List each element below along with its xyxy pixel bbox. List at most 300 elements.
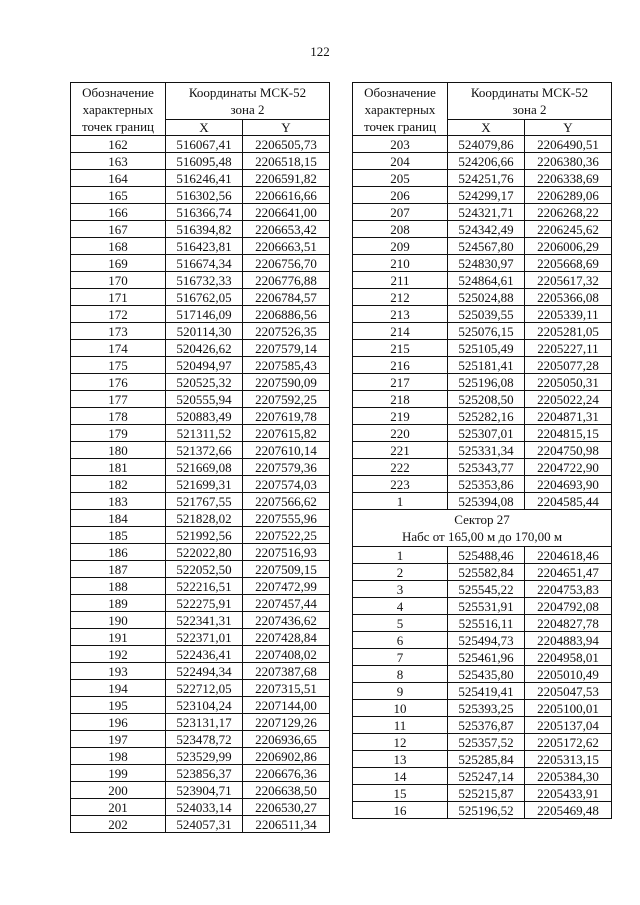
x-cell: 523104,24 xyxy=(166,697,243,714)
table-row xyxy=(353,768,612,785)
table-row xyxy=(71,731,330,748)
x-cell: 522052,50 xyxy=(166,561,243,578)
table-row xyxy=(353,476,612,493)
table-row xyxy=(71,816,330,833)
y-cell: 2206902,86 xyxy=(243,748,330,765)
y-cell: 2204792,08 xyxy=(525,598,612,615)
point-id-cell: 164 xyxy=(71,170,166,187)
y-header: Y xyxy=(525,120,612,136)
point-id-cell: 198 xyxy=(71,748,166,765)
table-row xyxy=(71,748,330,765)
point-id-cell: 16 xyxy=(353,802,448,819)
y-cell: 2206289,06 xyxy=(525,187,612,204)
x-cell: 525488,46 xyxy=(448,547,525,564)
point-id-cell: 181 xyxy=(71,459,166,476)
x-cell: 525393,25 xyxy=(448,700,525,717)
x-cell: 525039,55 xyxy=(448,306,525,323)
table-row xyxy=(353,255,612,272)
x-cell: 525582,84 xyxy=(448,564,525,581)
x-cell: 521828,02 xyxy=(166,510,243,527)
x-cell: 525353,86 xyxy=(448,476,525,493)
x-cell: 525461,96 xyxy=(448,649,525,666)
point-id-cell: 199 xyxy=(71,765,166,782)
table-row xyxy=(71,561,330,578)
x-cell: 521669,08 xyxy=(166,459,243,476)
y-cell: 2206591,82 xyxy=(243,170,330,187)
table-row xyxy=(71,340,330,357)
table-row xyxy=(71,357,330,374)
y-cell: 2207516,93 xyxy=(243,544,330,561)
x-cell: 520883,49 xyxy=(166,408,243,425)
x-cell: 522436,41 xyxy=(166,646,243,663)
y-cell: 2206511,34 xyxy=(243,816,330,833)
point-id-cell: 179 xyxy=(71,425,166,442)
y-cell: 2206505,73 xyxy=(243,136,330,153)
y-cell: 2204815,15 xyxy=(525,425,612,442)
table-row xyxy=(71,391,330,408)
x-cell: 520114,30 xyxy=(166,323,243,340)
y-cell: 2204883,94 xyxy=(525,632,612,649)
y-cell: 2207579,36 xyxy=(243,459,330,476)
table-row xyxy=(71,306,330,323)
table-row xyxy=(353,493,612,510)
point-id-cell: 162 xyxy=(71,136,166,153)
y-cell: 2206338,69 xyxy=(525,170,612,187)
x-cell: 525531,91 xyxy=(448,598,525,615)
x-cell: 525105,49 xyxy=(448,340,525,357)
y-cell: 2206616,66 xyxy=(243,187,330,204)
coords-header: Координаты МСК-52 зона 2 xyxy=(448,83,612,120)
point-id-cell: 216 xyxy=(353,357,448,374)
point-id-cell: 178 xyxy=(71,408,166,425)
x-cell: 522341,31 xyxy=(166,612,243,629)
y-cell: 2205433,91 xyxy=(525,785,612,802)
point-id-cell: 188 xyxy=(71,578,166,595)
table-row xyxy=(71,578,330,595)
table-row xyxy=(353,700,612,717)
point-id-cell: 13 xyxy=(353,751,448,768)
table-row xyxy=(353,221,612,238)
point-id-cell: 213 xyxy=(353,306,448,323)
y-cell: 2207457,44 xyxy=(243,595,330,612)
table-row xyxy=(353,547,612,564)
table-row xyxy=(71,204,330,221)
sector-subtitle: Набс от 165,00 м до 170,00 м xyxy=(401,529,563,544)
table-row xyxy=(353,802,612,819)
table-row xyxy=(353,442,612,459)
table-row xyxy=(353,459,612,476)
x-cell: 523529,99 xyxy=(166,748,243,765)
table-row xyxy=(353,785,612,802)
x-cell: 516674,34 xyxy=(166,255,243,272)
table-row xyxy=(71,697,330,714)
table-row xyxy=(71,170,330,187)
x-cell: 523856,37 xyxy=(166,765,243,782)
y-cell: 2207610,14 xyxy=(243,442,330,459)
y-cell: 2204693,90 xyxy=(525,476,612,493)
y-cell: 2207590,09 xyxy=(243,374,330,391)
point-id-cell: 185 xyxy=(71,527,166,544)
y-cell: 2207509,15 xyxy=(243,561,330,578)
y-cell: 2206380,36 xyxy=(525,153,612,170)
x-header: X xyxy=(448,120,525,136)
point-id-cell: 170 xyxy=(71,272,166,289)
table-row xyxy=(353,391,612,408)
point-id-cell: 205 xyxy=(353,170,448,187)
x-cell: 516246,41 xyxy=(166,170,243,187)
y-cell: 2206886,56 xyxy=(243,306,330,323)
x-cell: 520494,97 xyxy=(166,357,243,374)
x-cell: 517146,09 xyxy=(166,306,243,323)
table-row xyxy=(353,649,612,666)
table-row xyxy=(71,646,330,663)
point-id-cell: 12 xyxy=(353,734,448,751)
point-id-cell: 194 xyxy=(71,680,166,697)
x-cell: 516423,81 xyxy=(166,238,243,255)
point-id-cell: 203 xyxy=(353,136,448,153)
table-row xyxy=(71,612,330,629)
table-row xyxy=(71,408,330,425)
point-id-cell: 15 xyxy=(353,785,448,802)
x-cell: 525076,15 xyxy=(448,323,525,340)
x-cell: 523131,17 xyxy=(166,714,243,731)
table-body xyxy=(71,136,330,833)
point-id-cell: 193 xyxy=(71,663,166,680)
x-cell: 516366,74 xyxy=(166,204,243,221)
point-id-cell: 201 xyxy=(71,799,166,816)
x-cell: 521767,55 xyxy=(166,493,243,510)
x-cell: 525343,77 xyxy=(448,459,525,476)
x-cell: 525419,41 xyxy=(448,683,525,700)
x-cell: 525494,73 xyxy=(448,632,525,649)
y-cell: 2205022,24 xyxy=(525,391,612,408)
y-cell: 2207522,25 xyxy=(243,527,330,544)
y-cell: 2205137,04 xyxy=(525,717,612,734)
point-id-cell: 168 xyxy=(71,238,166,255)
x-cell: 525435,80 xyxy=(448,666,525,683)
table-row xyxy=(71,442,330,459)
y-cell: 2206653,42 xyxy=(243,221,330,238)
x-cell: 521311,52 xyxy=(166,425,243,442)
x-cell: 525282,16 xyxy=(448,408,525,425)
point-id-cell: 183 xyxy=(71,493,166,510)
x-cell: 525196,08 xyxy=(448,374,525,391)
point-id-cell: 8 xyxy=(353,666,448,683)
point-id-cell: 186 xyxy=(71,544,166,561)
point-id-cell: 200 xyxy=(71,782,166,799)
x-cell: 521992,56 xyxy=(166,527,243,544)
point-id-cell: 5 xyxy=(353,615,448,632)
table-row xyxy=(353,323,612,340)
point-id-cell: 218 xyxy=(353,391,448,408)
y-cell: 2205281,05 xyxy=(525,323,612,340)
x-cell: 525208,50 xyxy=(448,391,525,408)
table-row xyxy=(353,187,612,204)
y-cell: 2205366,08 xyxy=(525,289,612,306)
table-row xyxy=(353,717,612,734)
y-cell: 2206784,57 xyxy=(243,289,330,306)
point-id-cell: 176 xyxy=(71,374,166,391)
coordinates-table-right xyxy=(352,82,612,819)
point-id-cell: 196 xyxy=(71,714,166,731)
point-id-cell: 6 xyxy=(353,632,448,649)
table-row xyxy=(353,170,612,187)
y-cell: 2207408,02 xyxy=(243,646,330,663)
x-cell: 516095,48 xyxy=(166,153,243,170)
y-cell: 2205384,30 xyxy=(525,768,612,785)
point-id-cell: 174 xyxy=(71,340,166,357)
y-cell: 2207472,99 xyxy=(243,578,330,595)
point-id-cell: 222 xyxy=(353,459,448,476)
point-id-cell: 177 xyxy=(71,391,166,408)
y-cell: 2204827,78 xyxy=(525,615,612,632)
table-row xyxy=(353,153,612,170)
point-header: Обозначение характерных точек границ xyxy=(353,83,448,136)
x-cell: 525215,87 xyxy=(448,785,525,802)
y-cell: 2205617,32 xyxy=(525,272,612,289)
x-cell: 525307,01 xyxy=(448,425,525,442)
table-row xyxy=(353,615,612,632)
table-row xyxy=(353,564,612,581)
x-cell: 522216,51 xyxy=(166,578,243,595)
x-cell: 523904,71 xyxy=(166,782,243,799)
point-id-cell: 191 xyxy=(71,629,166,646)
point-id-cell: 195 xyxy=(71,697,166,714)
point-id-cell: 184 xyxy=(71,510,166,527)
y-cell: 2205047,53 xyxy=(525,683,612,700)
table-row xyxy=(353,357,612,374)
table-row xyxy=(353,425,612,442)
y-cell: 2207555,96 xyxy=(243,510,330,527)
table-row xyxy=(71,680,330,697)
x-cell: 524057,31 xyxy=(166,816,243,833)
x-cell: 525024,88 xyxy=(448,289,525,306)
point-id-cell: 180 xyxy=(71,442,166,459)
table-row xyxy=(71,255,330,272)
y-cell: 2205077,28 xyxy=(525,357,612,374)
x-cell: 525331,34 xyxy=(448,442,525,459)
table-body xyxy=(353,547,612,819)
x-cell: 524079,86 xyxy=(448,136,525,153)
table-row xyxy=(71,425,330,442)
x-cell: 520426,62 xyxy=(166,340,243,357)
y-cell: 2207585,43 xyxy=(243,357,330,374)
y-cell: 2204958,01 xyxy=(525,649,612,666)
table-row xyxy=(71,221,330,238)
y-cell: 2207436,62 xyxy=(243,612,330,629)
point-id-cell: 167 xyxy=(71,221,166,238)
point-id-cell: 182 xyxy=(71,476,166,493)
x-cell: 521372,66 xyxy=(166,442,243,459)
point-id-cell: 171 xyxy=(71,289,166,306)
point-id-cell: 163 xyxy=(71,153,166,170)
table-row xyxy=(71,187,330,204)
table-row xyxy=(71,459,330,476)
x-cell: 524342,49 xyxy=(448,221,525,238)
x-cell: 523478,72 xyxy=(166,731,243,748)
y-cell: 2207566,62 xyxy=(243,493,330,510)
y-cell: 2204753,83 xyxy=(525,581,612,598)
y-cell: 2207615,82 xyxy=(243,425,330,442)
point-id-cell: 219 xyxy=(353,408,448,425)
y-cell: 2207579,14 xyxy=(243,340,330,357)
y-cell: 2207315,51 xyxy=(243,680,330,697)
table-row xyxy=(353,272,612,289)
table-row xyxy=(71,527,330,544)
y-cell: 2207526,35 xyxy=(243,323,330,340)
x-cell: 524321,71 xyxy=(448,204,525,221)
point-id-cell: 10 xyxy=(353,700,448,717)
point-id-cell: 187 xyxy=(71,561,166,578)
y-cell: 2207574,03 xyxy=(243,476,330,493)
y-cell: 2205668,69 xyxy=(525,255,612,272)
sector-section xyxy=(353,510,612,547)
x-cell: 525196,52 xyxy=(448,802,525,819)
table-row xyxy=(353,408,612,425)
point-id-cell: 202 xyxy=(71,816,166,833)
table-row xyxy=(71,476,330,493)
y-cell: 2204618,46 xyxy=(525,547,612,564)
point-id-cell: 169 xyxy=(71,255,166,272)
point-id-cell: 4 xyxy=(353,598,448,615)
y-cell: 2206268,22 xyxy=(525,204,612,221)
x-cell: 520555,94 xyxy=(166,391,243,408)
table-row xyxy=(71,782,330,799)
point-id-cell: 173 xyxy=(71,323,166,340)
x-cell: 524206,66 xyxy=(448,153,525,170)
x-cell: 522494,34 xyxy=(166,663,243,680)
table-row xyxy=(353,204,612,221)
y-cell: 2206490,51 xyxy=(525,136,612,153)
y-cell: 2205050,31 xyxy=(525,374,612,391)
x-header: X xyxy=(166,120,243,136)
table-row xyxy=(353,683,612,700)
table-row xyxy=(353,666,612,683)
x-cell: 525285,84 xyxy=(448,751,525,768)
x-cell: 520525,32 xyxy=(166,374,243,391)
y-cell: 2205172,62 xyxy=(525,734,612,751)
y-cell: 2206676,36 xyxy=(243,765,330,782)
y-cell: 2205227,11 xyxy=(525,340,612,357)
table-row xyxy=(71,629,330,646)
x-cell: 525545,22 xyxy=(448,581,525,598)
coordinates-table-left xyxy=(70,82,330,833)
x-cell: 516394,82 xyxy=(166,221,243,238)
table-row xyxy=(71,663,330,680)
table-row xyxy=(353,632,612,649)
point-id-cell: 212 xyxy=(353,289,448,306)
table-row xyxy=(71,153,330,170)
point-id-cell: 215 xyxy=(353,340,448,357)
y-cell: 2204722,90 xyxy=(525,459,612,476)
y-cell: 2205469,48 xyxy=(525,802,612,819)
table-body xyxy=(353,136,612,510)
table-row xyxy=(353,340,612,357)
y-cell: 2205010,49 xyxy=(525,666,612,683)
y-cell: 2206641,00 xyxy=(243,204,330,221)
x-cell: 524251,76 xyxy=(448,170,525,187)
table-row xyxy=(71,714,330,731)
point-id-cell: 211 xyxy=(353,272,448,289)
y-cell: 2204651,47 xyxy=(525,564,612,581)
table-row xyxy=(71,765,330,782)
x-cell: 525376,87 xyxy=(448,717,525,734)
point-id-cell: 214 xyxy=(353,323,448,340)
x-cell: 521699,31 xyxy=(166,476,243,493)
sector-title: Сектор 27 xyxy=(454,512,510,527)
x-cell: 525394,08 xyxy=(448,493,525,510)
table-row xyxy=(71,544,330,561)
point-id-cell: 197 xyxy=(71,731,166,748)
y-cell: 2206006,29 xyxy=(525,238,612,255)
sector-heading xyxy=(353,510,612,547)
table-row xyxy=(353,581,612,598)
y-cell: 2207592,25 xyxy=(243,391,330,408)
y-cell: 2206756,70 xyxy=(243,255,330,272)
y-cell: 2207387,68 xyxy=(243,663,330,680)
y-cell: 2207144,00 xyxy=(243,697,330,714)
table-row xyxy=(71,136,330,153)
x-cell: 516067,41 xyxy=(166,136,243,153)
point-id-cell: 192 xyxy=(71,646,166,663)
x-cell: 525247,14 xyxy=(448,768,525,785)
point-id-cell: 209 xyxy=(353,238,448,255)
x-cell: 525181,41 xyxy=(448,357,525,374)
y-cell: 2206776,88 xyxy=(243,272,330,289)
point-id-cell: 165 xyxy=(71,187,166,204)
point-id-cell: 208 xyxy=(353,221,448,238)
y-cell: 2207129,26 xyxy=(243,714,330,731)
y-cell: 2204585,44 xyxy=(525,493,612,510)
y-cell: 2204871,31 xyxy=(525,408,612,425)
table-row xyxy=(71,374,330,391)
table-row xyxy=(353,238,612,255)
y-header: Y xyxy=(243,120,330,136)
point-id-cell: 206 xyxy=(353,187,448,204)
y-cell: 2206245,62 xyxy=(525,221,612,238)
point-id-cell: 189 xyxy=(71,595,166,612)
x-cell: 516732,33 xyxy=(166,272,243,289)
table-row xyxy=(71,238,330,255)
point-id-cell: 2 xyxy=(353,564,448,581)
y-cell: 2206530,27 xyxy=(243,799,330,816)
x-cell: 522022,80 xyxy=(166,544,243,561)
y-cell: 2205339,11 xyxy=(525,306,612,323)
y-cell: 2205100,01 xyxy=(525,700,612,717)
point-id-cell: 207 xyxy=(353,204,448,221)
page-number: 122 xyxy=(310,44,330,59)
x-cell: 522275,91 xyxy=(166,595,243,612)
y-cell: 2205313,15 xyxy=(525,751,612,768)
point-id-cell: 1 xyxy=(353,547,448,564)
x-cell: 524830,97 xyxy=(448,255,525,272)
point-id-cell: 7 xyxy=(353,649,448,666)
table-row xyxy=(353,136,612,153)
point-id-cell: 14 xyxy=(353,768,448,785)
table-row xyxy=(353,306,612,323)
y-cell: 2206936,65 xyxy=(243,731,330,748)
x-cell: 524864,61 xyxy=(448,272,525,289)
y-cell: 2204750,98 xyxy=(525,442,612,459)
table-row xyxy=(71,799,330,816)
x-cell: 524033,14 xyxy=(166,799,243,816)
x-cell: 522371,01 xyxy=(166,629,243,646)
x-cell: 516762,05 xyxy=(166,289,243,306)
x-cell: 525516,11 xyxy=(448,615,525,632)
point-id-cell: 221 xyxy=(353,442,448,459)
point-id-cell: 166 xyxy=(71,204,166,221)
y-cell: 2206663,51 xyxy=(243,238,330,255)
